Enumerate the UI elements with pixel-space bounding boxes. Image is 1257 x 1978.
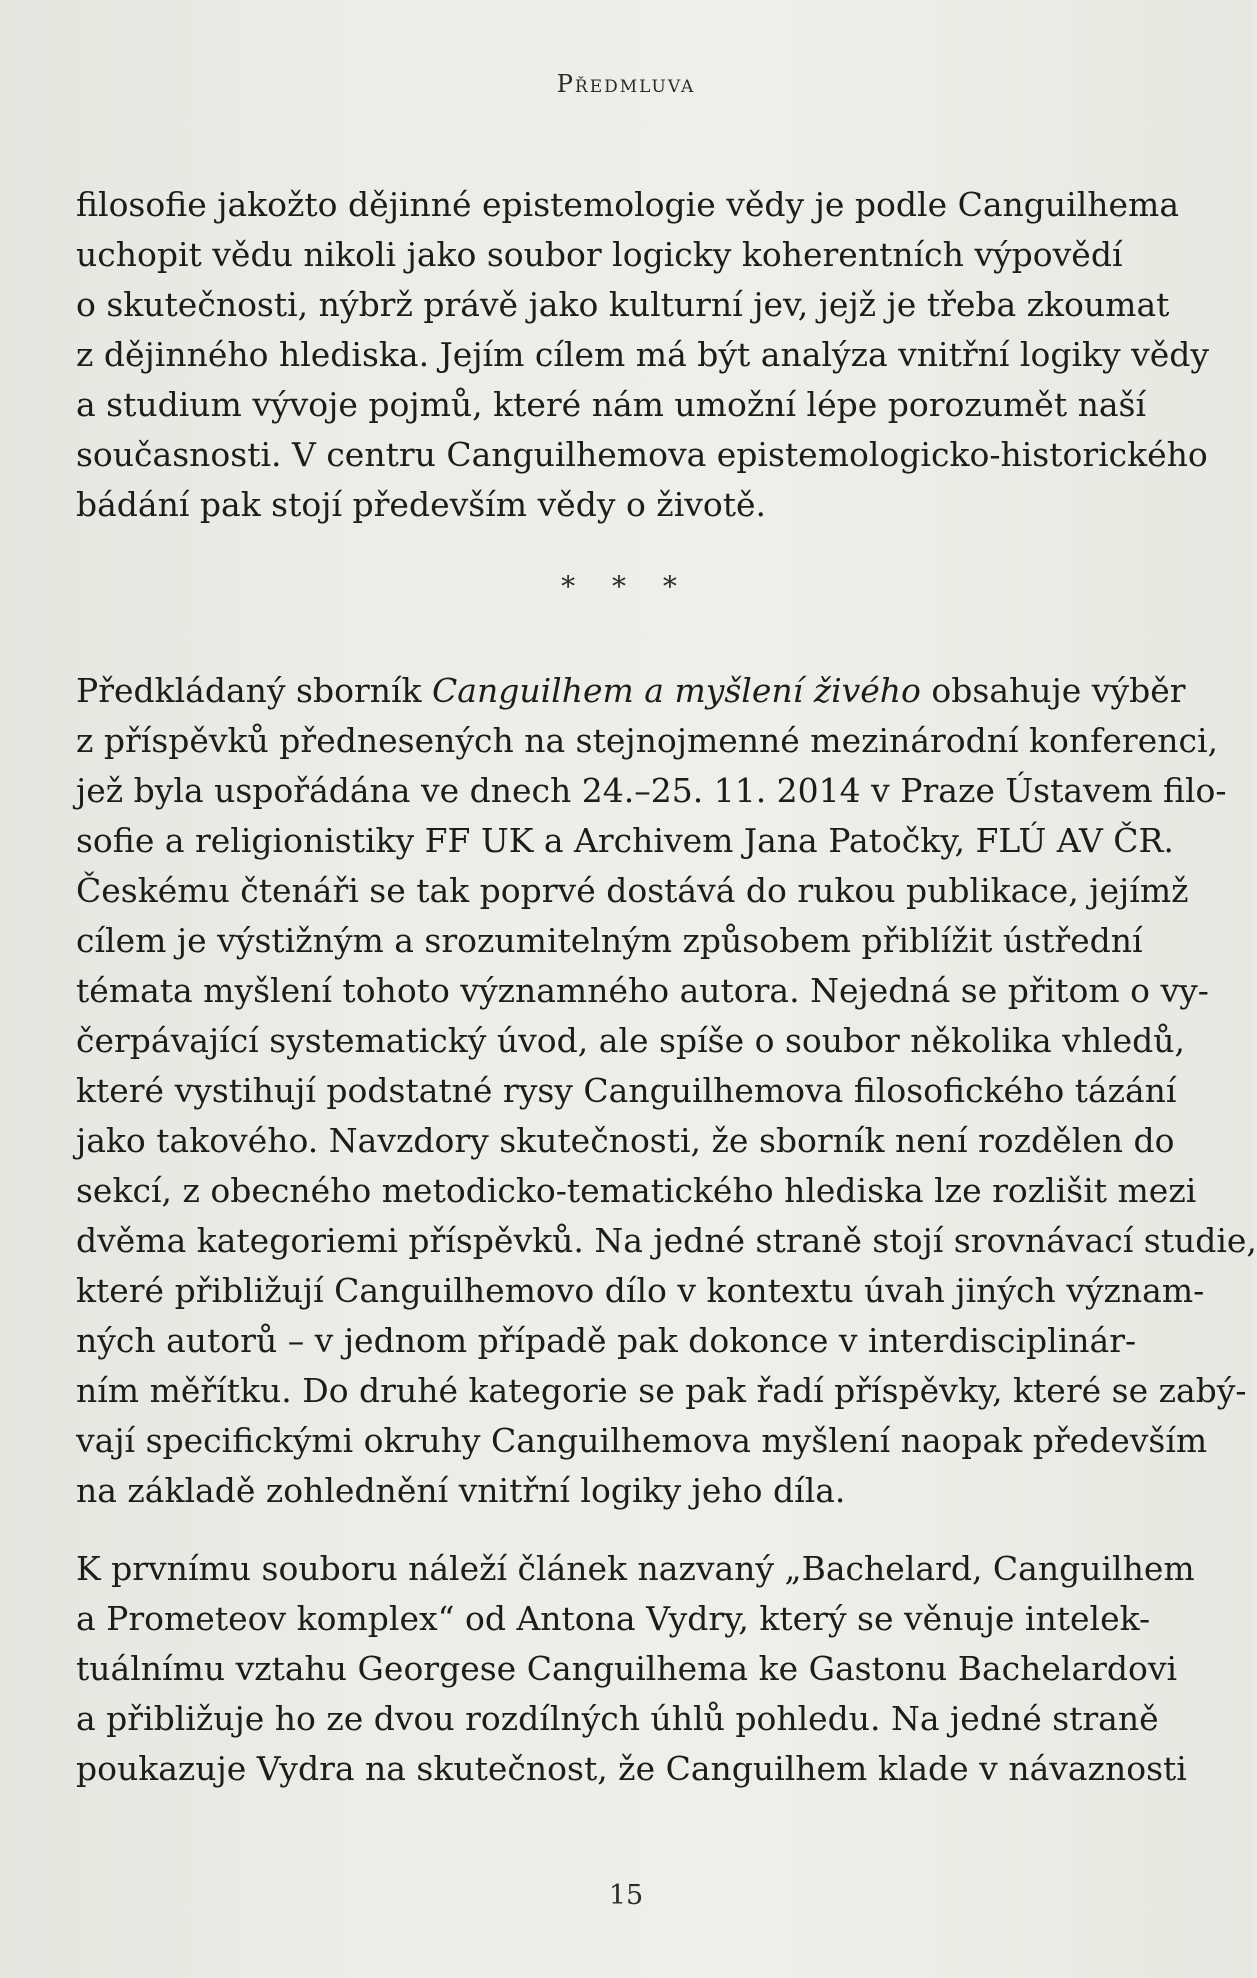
- paragraph-2: [76, 666, 1257, 1516]
- text-line: a Prometeov komplex“ od Antona Vydry, který se věnuje intelek-: [76, 1599, 1151, 1638]
- text-line: z příspěvků přednesených na stejnojmenné mezinárodní konferenci,: [76, 721, 1218, 760]
- text-line: které přibližují Canguilhemovo dílo v kontextu úvah jiných význam-: [76, 1271, 1205, 1310]
- paragraph-1: [76, 180, 1210, 530]
- text-line: na základě zohlednění vnitřní logiky jeho díla.: [76, 1471, 846, 1510]
- text-line: poukazuje Vydra na skutečnost, že Canguilhem klade v návaznosti: [76, 1749, 1187, 1788]
- text-line: cílem je výstižným a srozumitelným způsobem přiblížit ústřední: [76, 921, 1143, 960]
- text-line: jako takového. Navzdory skutečnosti, že sborník není rozdělen do: [76, 1121, 1175, 1160]
- text-line: vají specifickými okruhy Canguilhemova myšlení naopak především: [76, 1421, 1208, 1460]
- text-line: které vystihují podstatné rysy Canguilhemova filosofického tázání: [76, 1071, 1177, 1110]
- section-divider: * * *: [561, 570, 691, 603]
- text-line: K prvnímu souboru náleží článek nazvaný „Bachelard, Canguilhem: [76, 1549, 1195, 1588]
- book-title: Canguilhem a myšlení živého: [432, 671, 921, 710]
- text-line: jež byla uspořádána ve dnech 24.–25. 11. 2014 v Praze Ústavem filo-: [76, 771, 1227, 810]
- running-head: Předmluva: [556, 70, 696, 98]
- text-line: uchopit vědu nikoli jako soubor logicky koherentních výpovědí: [76, 235, 1123, 274]
- text-line: Českému čtenáři se tak poprvé dostává do rukou publikace, jejímž: [76, 871, 1189, 910]
- text-line: tuálnímu vztahu Georgese Canguilhema ke Gastonu Bachelardovi: [76, 1649, 1178, 1688]
- text-line: [76, 666, 1186, 716]
- text-line: z dějinného hlediska. Jejím cílem má být analýza vnitřní logiky vědy: [76, 335, 1210, 374]
- text-line: ním měřítku. Do druhé kategorie se pak řadí příspěvky, které se zabý-: [76, 1371, 1247, 1410]
- paragraph-3: [76, 1544, 1195, 1794]
- text-line: a studium vývoje pojmů, které nám umožní lépe porozumět naší: [76, 385, 1147, 424]
- text-line: o skutečnosti, nýbrž právě jako kulturní jev, jejž je třeba zkoumat: [76, 285, 1170, 324]
- text-line: současnosti. V centru Canguilhemova epistemologicko-historického: [76, 435, 1208, 474]
- text-line: sekcí, z obecného metodicko-tematického hlediska lze rozlišit mezi: [76, 1171, 1197, 1210]
- text-line: sofie a religionistiky FF UK a Archivem Jana Patočky, FLÚ AV ČR.: [76, 821, 1174, 860]
- text-line: ných autorů – v jednom případě pak dokonce v interdisciplinár-: [76, 1321, 1137, 1360]
- page-number: 15: [608, 1880, 644, 1911]
- text-line: a přibližuje ho ze dvou rozdílných úhlů pohledu. Na jedné straně: [76, 1699, 1159, 1738]
- text-line: témata myšlení tohoto významného autora. Nejedná se přitom o vy-: [76, 971, 1209, 1010]
- text-line: dvěma kategoriemi příspěvků. Na jedné straně stojí srovnávací studie,: [76, 1221, 1257, 1260]
- line-segment: Předkládaný sborník: [76, 671, 433, 710]
- text-line: čerpávající systematický úvod, ale spíše o soubor několika vhledů,: [76, 1021, 1186, 1060]
- text-line: bádání pak stojí především vědy o životě.: [76, 485, 767, 524]
- text-line: filosofie jakožto dějinné epistemologie vědy je podle Canguilhema: [76, 185, 1180, 224]
- line-segment: obsahuje výběr: [920, 671, 1186, 710]
